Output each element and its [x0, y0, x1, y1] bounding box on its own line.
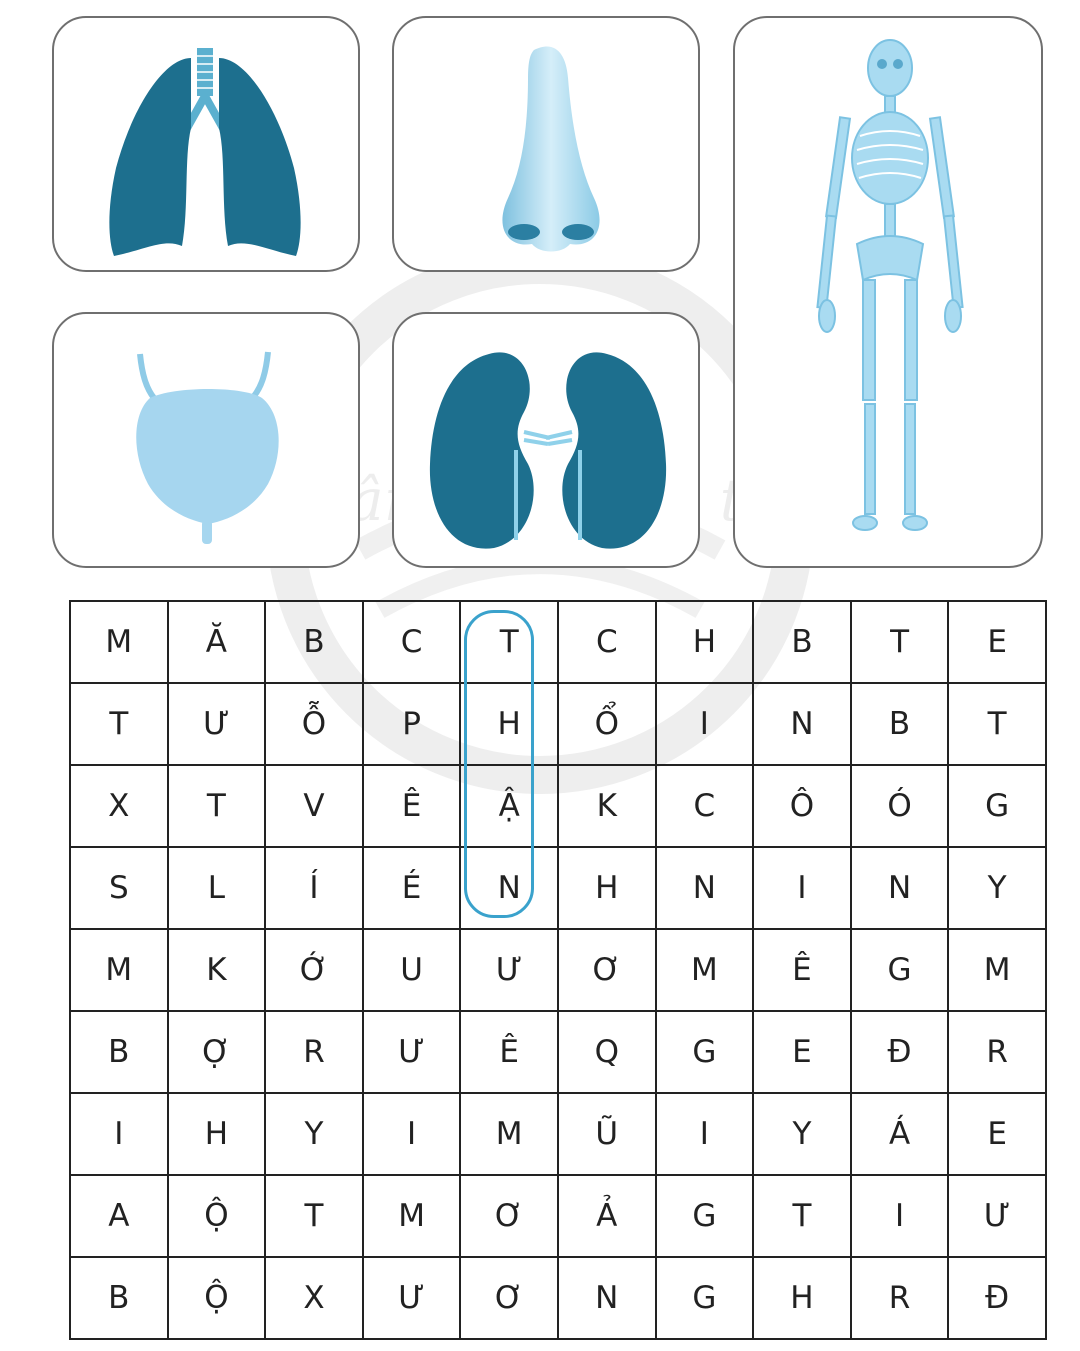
grid-cell[interactable]: N	[753, 683, 851, 765]
grid-cell[interactable]: M	[70, 601, 168, 683]
grid-cell[interactable]: U	[363, 929, 461, 1011]
grid-cell[interactable]: B	[753, 601, 851, 683]
grid-cell[interactable]: Ư	[460, 929, 558, 1011]
grid-cell[interactable]: E	[948, 1093, 1046, 1175]
grid-cell[interactable]: Í	[265, 847, 363, 929]
grid-cell[interactable]: M	[656, 929, 754, 1011]
grid-cell[interactable]: B	[70, 1257, 168, 1339]
grid-cell[interactable]: Ư	[363, 1257, 461, 1339]
grid-cell[interactable]: Ơ	[460, 1175, 558, 1257]
grid-cell[interactable]: M	[70, 929, 168, 1011]
grid-cell[interactable]: M	[948, 929, 1046, 1011]
bladder-card[interactable]	[52, 312, 360, 568]
grid-cell[interactable]: Y	[265, 1093, 363, 1175]
grid-cell[interactable]: V	[265, 765, 363, 847]
grid-cell[interactable]: C	[656, 765, 754, 847]
grid-cell[interactable]: Ả	[558, 1175, 656, 1257]
grid-cell[interactable]: Đ	[851, 1011, 949, 1093]
grid-cell[interactable]: T	[851, 601, 949, 683]
grid-cell[interactable]: Á	[851, 1093, 949, 1175]
grid-cell[interactable]: Ă	[168, 601, 266, 683]
grid-cell[interactable]: C	[558, 601, 656, 683]
grid-cell[interactable]: B	[265, 601, 363, 683]
grid-cell[interactable]: L	[168, 847, 266, 929]
grid-cell[interactable]: N	[656, 847, 754, 929]
grid-cell[interactable]: Y	[948, 847, 1046, 929]
grid-cell[interactable]: R	[851, 1257, 949, 1339]
kidneys-card[interactable]	[392, 312, 700, 568]
grid-row	[70, 1175, 1046, 1257]
grid-cell[interactable]: I	[363, 1093, 461, 1175]
grid-row	[70, 1257, 1046, 1339]
grid-row	[70, 1093, 1046, 1175]
grid-cell[interactable]: Ơ	[460, 1257, 558, 1339]
grid-cell[interactable]: M	[460, 1093, 558, 1175]
kidneys-icon	[394, 314, 700, 568]
grid-cell[interactable]: G	[656, 1257, 754, 1339]
grid-cell[interactable]: I	[851, 1175, 949, 1257]
grid-cell[interactable]: Ộ	[168, 1175, 266, 1257]
grid-cell[interactable]: Ơ	[558, 929, 656, 1011]
grid-cell[interactable]: I	[753, 847, 851, 929]
grid-cell[interactable]: B	[70, 1011, 168, 1093]
grid-cell[interactable]: H	[460, 683, 558, 765]
grid-cell[interactable]: X	[265, 1257, 363, 1339]
grid-cell[interactable]: Ê	[753, 929, 851, 1011]
grid-cell[interactable]: H	[558, 847, 656, 929]
grid-cell[interactable]: T	[168, 765, 266, 847]
grid-cell[interactable]: S	[70, 847, 168, 929]
grid-cell[interactable]: M	[363, 1175, 461, 1257]
grid-cell[interactable]: I	[656, 683, 754, 765]
grid-cell[interactable]: G	[656, 1175, 754, 1257]
grid-cell[interactable]: G	[851, 929, 949, 1011]
grid-row	[70, 847, 1046, 929]
grid-cell[interactable]: K	[168, 929, 266, 1011]
grid-cell[interactable]: K	[558, 765, 656, 847]
grid-cell[interactable]: Ư	[363, 1011, 461, 1093]
grid-row	[70, 929, 1046, 1011]
grid-cell[interactable]: Ợ	[168, 1011, 266, 1093]
grid-cell[interactable]: N	[558, 1257, 656, 1339]
grid-cell[interactable]: G	[948, 765, 1046, 847]
nose-card[interactable]	[392, 16, 700, 272]
grid-cell[interactable]: H	[168, 1093, 266, 1175]
grid-row	[70, 765, 1046, 847]
grid-cell[interactable]: E	[948, 601, 1046, 683]
grid-cell[interactable]: R	[948, 1011, 1046, 1093]
grid-cell[interactable]: E	[753, 1011, 851, 1093]
lungs-card[interactable]	[52, 16, 360, 272]
grid-cell[interactable]: É	[363, 847, 461, 929]
grid-cell[interactable]: R	[265, 1011, 363, 1093]
grid-cell[interactable]: T	[70, 683, 168, 765]
grid-cell[interactable]: Q	[558, 1011, 656, 1093]
grid-cell[interactable]: A	[70, 1175, 168, 1257]
skeleton-icon	[735, 18, 1043, 568]
grid-row	[70, 1011, 1046, 1093]
bladder-icon	[54, 314, 360, 568]
grid-cell[interactable]: I	[656, 1093, 754, 1175]
grid-cell[interactable]: T	[948, 683, 1046, 765]
grid-cell[interactable]: Ô	[753, 765, 851, 847]
grid-cell[interactable]: T	[265, 1175, 363, 1257]
grid-cell[interactable]: Ậ	[460, 765, 558, 847]
grid-cell[interactable]: Ư	[168, 683, 266, 765]
grid-cell[interactable]: H	[656, 601, 754, 683]
grid-cell[interactable]: H	[753, 1257, 851, 1339]
grid-cell[interactable]: X	[70, 765, 168, 847]
grid-row	[70, 683, 1046, 765]
grid-cell[interactable]: Ó	[851, 765, 949, 847]
skeleton-card[interactable]	[733, 16, 1043, 568]
grid-cell[interactable]: Ổ	[558, 683, 656, 765]
grid-cell[interactable]: Ư	[948, 1175, 1046, 1257]
grid-cell[interactable]: Y	[753, 1093, 851, 1175]
grid-cell[interactable]: T	[460, 601, 558, 683]
lungs-icon	[54, 18, 360, 272]
grid-row	[70, 601, 1046, 683]
grid-cell[interactable]: Ộ	[168, 1257, 266, 1339]
grid-cell[interactable]: Ê	[460, 1011, 558, 1093]
grid-cell[interactable]: B	[851, 683, 949, 765]
grid-cell[interactable]: Ỗ	[265, 683, 363, 765]
word-search-grid	[69, 600, 1047, 1340]
grid-cell[interactable]: T	[753, 1175, 851, 1257]
grid-cell[interactable]: Ớ	[265, 929, 363, 1011]
grid-cell[interactable]: Ê	[363, 765, 461, 847]
grid-cell[interactable]: G	[656, 1011, 754, 1093]
grid-cell[interactable]: N	[460, 847, 558, 929]
grid-cell[interactable]: N	[851, 847, 949, 929]
grid-cell[interactable]: C	[363, 601, 461, 683]
grid-cell[interactable]: I	[70, 1093, 168, 1175]
grid-cell[interactable]: Đ	[948, 1257, 1046, 1339]
grid-cell[interactable]: P	[363, 683, 461, 765]
nose-icon	[394, 18, 700, 272]
grid-cell[interactable]: Ũ	[558, 1093, 656, 1175]
